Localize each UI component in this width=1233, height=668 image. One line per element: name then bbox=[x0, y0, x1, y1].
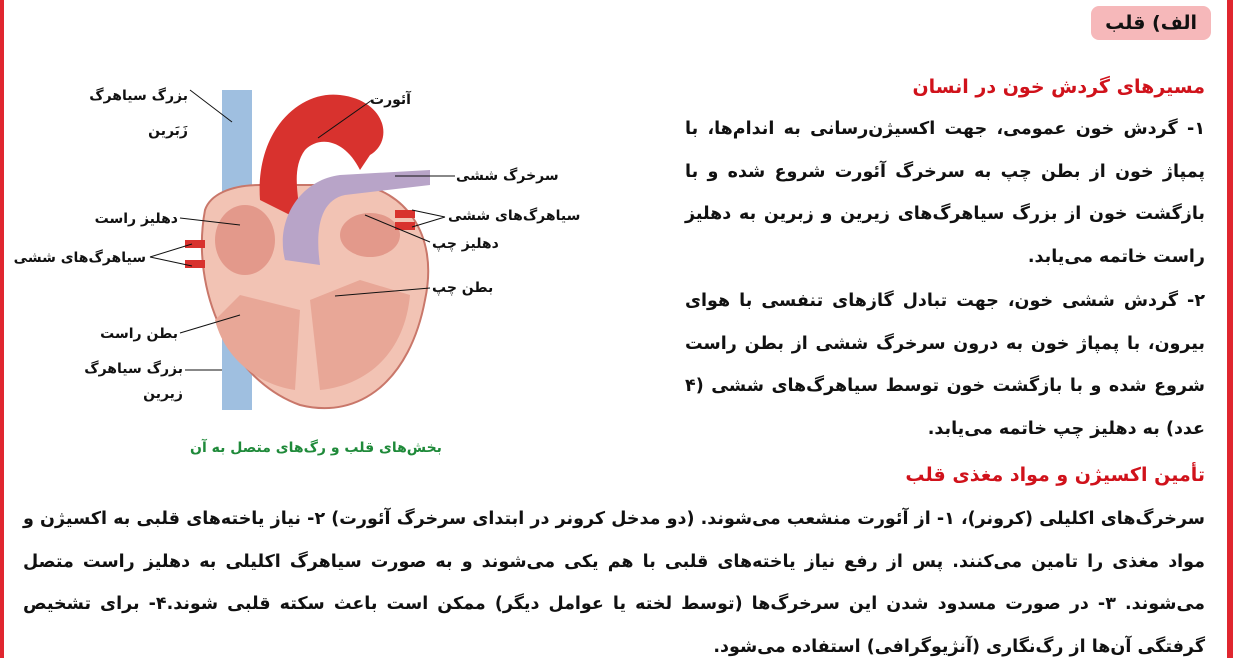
heart-diagram bbox=[0, 60, 600, 430]
right-atrium-shape bbox=[215, 205, 275, 275]
paragraph-pulmonary-circulation: ۲- گردش ششی خون، جهت تبادل گازهای تنفسی با هوای بیرون، با پمپاژ خون به درون سرخرگ ششی از بطن راست شروع شده و با بازگشت خون توسط سیاهرگ‌های ششی (۴ عدد) به دهلیز چپ خاتمه می‌یابد. bbox=[685, 291, 1205, 439]
label-left-atrium: دهلیز چپ bbox=[432, 236, 499, 252]
left-atrium-shape bbox=[340, 213, 400, 257]
label-ivc-line2: زیرین bbox=[143, 386, 183, 402]
pulm-vein-stub bbox=[185, 260, 205, 268]
label-svc-line1: بزرگ سیاهرگ bbox=[89, 88, 188, 104]
label-right-ventricle: بطن راست bbox=[100, 326, 178, 342]
paragraph-coronary-arteries: سرخرگ‌های اکلیلی (کرونر)، ۱- از آئورت منشعب می‌شوند. (دو مدخل کرونر در ابتدای سرخرگ آئورت) ۲- نیاز یاخته‌های قلبی به اکسیژن و مواد مغذی را تامین می‌کنند. پس از رفع نیاز یاخته‌های قلبی با هم یکی می‌شوند و به صورت سیاهرگ اکلیلی به دهلیز راست متصل می‌شوند. ۳- در صورت مسدود شدن این سرخرگ‌ها (توسط لخته یا عوامل دیگر) ممکن است باعث سکته قلبی شوند.۴- برای تشخیص گرفتگی آن‌ها از رگ‌نگاری (آنژیوگرافی) استفاده می‌شود. bbox=[23, 509, 1205, 657]
figure-caption: بخش‌های قلب و رگ‌های متصل به آن bbox=[190, 440, 442, 456]
label-aorta: آئورت bbox=[370, 92, 411, 108]
label-svc-line2: زَبَرین bbox=[148, 123, 188, 139]
label-right-atrium: دهلیز راست bbox=[94, 211, 178, 227]
paragraph-systemic-circulation: ۱- گردش خون عمومی، جهت اکسیژن‌رسانی به اندام‌ها، با پمپاژ خون از بطن چپ به سرخرگ آئورت شروع شده و با بازگشت خون از بزرگ سیاهرگ‌های زیرین و زبرین به دهلیز راست خاتمه می‌یابد. bbox=[685, 119, 1205, 267]
label-pulmonary-veins-right: سیاهرگ‌های ششی bbox=[448, 208, 581, 224]
right-frame-border bbox=[1227, 0, 1233, 658]
pulm-vein-stub bbox=[185, 240, 205, 248]
section-title: الف) قلب bbox=[1091, 6, 1211, 40]
label-pulmonary-veins-left: سیاهرگ‌های ششی bbox=[13, 250, 146, 266]
label-ivc-line1: بزرگ سیاهرگ bbox=[84, 361, 183, 377]
heading-circulation-paths: مسیرهای گردش خون در انسان bbox=[912, 76, 1205, 98]
pulm-vein-stub bbox=[395, 210, 415, 218]
heading-heart-oxygen-supply: تأمین اکسیژن و مواد مغذی قلب bbox=[905, 464, 1205, 486]
label-left-ventricle: بطن چپ bbox=[432, 280, 494, 296]
label-pulmonary-artery: سرخرگ ششی bbox=[456, 168, 559, 184]
